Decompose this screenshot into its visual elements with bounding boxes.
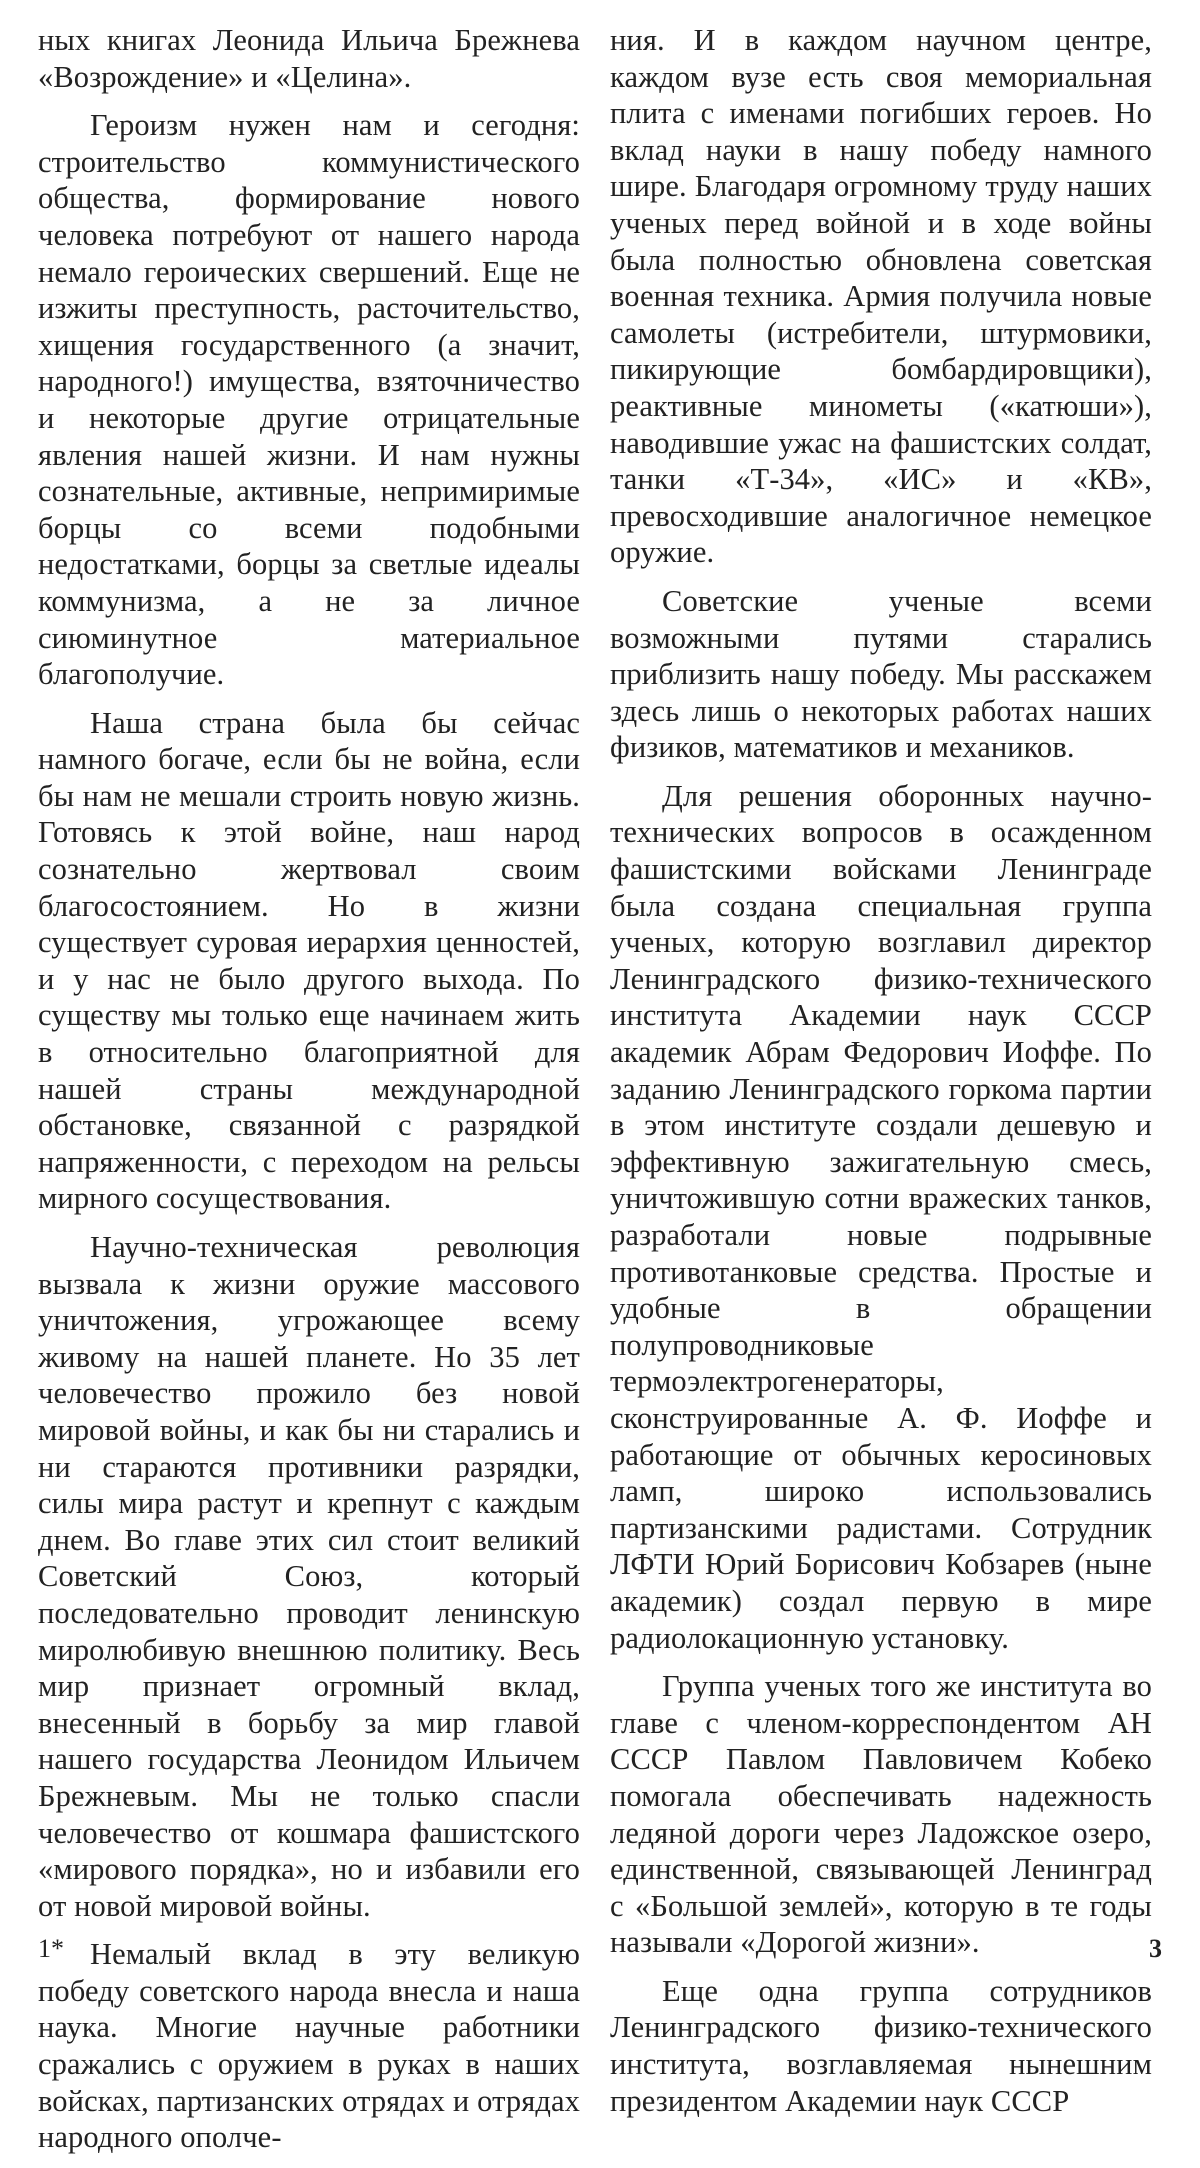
paragraph: Группа ученых того же института во главе с членом-корреспондентом АН СССР Павлом Павловичем Кобеко помогала обеспечивать надежность ледяной дороги через Ладожское озеро, единственной, связывающей Ленинград с «Большой землей», которую в те годы называли «Дорогой жизни». — [610, 1669, 1152, 1960]
paragraph-continued: ния. И в каждом научном центре, каждом вузе есть своя мемориальная плита с именами погибших героев. Но вклад науки в нашу победу намного шире. Благодаря огромному труду наших ученых перед войной и в ходе войны была полностью обновлена советская военная техника. Армия получила новые самолеты (истребители, штурмовики, пикирующие бомбардировщики), реактивные минометы («катюши»), наводившие ужас на фашистских солдат, танки «Т-34», «ИС» и «КВ», превосходившие аналогичное немецкое оружие. — [610, 23, 1152, 570]
right-text-column — [610, 22, 1152, 2131]
paragraph: Научно-техническая революция вызвала к жизни оружие массового уничтожения, угрожающее всему живому на нашей планете. Но 35 лет человечество прожило без новой мировой войны, и как бы ни старались и ни стараются противники разрядки, силы мира растут и крепнут с каждым днем. Во главе этих сил стоит великий Советский Союз, который последовательно проводит ленинскую миролюбивую внешнюю политику. Весь мир признает огромный вклад, внесенный в борьбу за мир главой нашего государства Леонидом Ильичем Брежневым. Мы не только спасли человечество от кошмара фашистского «мирового порядка», но и избавили его от новой мировой войны. — [38, 1230, 580, 1923]
left-text-column — [38, 22, 580, 2168]
paragraph: Еще одна группа сотрудников Ленинградского физико-технического института, возглавляемая нынешним президентом Академии наук СССР — [610, 1973, 1152, 2118]
signature-mark: 1* — [38, 1934, 64, 1963]
paragraph-continued: ных книгах Леонида Ильича Брежнева «Возрождение» и «Целина». — [38, 23, 580, 94]
paragraph: Немалый вклад в эту великую победу советского народа внесла и наша наука. Многие научные работники сражались с оружием в руках в наших войсках, партизанских отрядах и отрядах народного ополче- — [38, 1937, 580, 2155]
paragraph: Наша страна была бы сейчас намного богаче, если бы не война, если бы нам не мешали строить новую жизнь. Готовясь к этой войне, наш народ сознательно жертвовал своим благосостоянием. Но в жизни существует суровая иерархия ценностей, и у нас не было другого выхода. По существу мы только еще начинаем жить в относительно благоприятной для нашей страны международной обстановке, связанной с разрядкой напряженности, с переходом на рельсы мирного сосуществования. — [38, 705, 580, 1216]
paragraph: Героизм нужен нам и сегодня: строительство коммунистического общества, формирование нового человека потребуют от нашего народа немало героических свершений. Еще не изжиты преступность, расточительство, хищения государственного (а значит, народного!) имущества, взяточничество и некоторые другие отрицательные явления нашей жизни. И нам нужны сознательные, активные, непримиримые борцы со всеми подобными недостатками, борцы за светлые идеалы коммунизма, а не за личное сиюминутное материальное благополучие. — [38, 108, 580, 692]
page-number: 3 — [1149, 1934, 1162, 1963]
paragraph: Советские ученые всеми возможными путями старались приблизить нашу победу. Мы расскажем здесь лишь о некоторых работах наших физиков, математиков и механиков. — [610, 583, 1152, 765]
paragraph: Для решения оборонных научно-технических вопросов в осажденном фашистскими войсками Ленинграде была создана специальная группа ученых, которую возглавил директор Ленинградского физико-технического института Академии наук СССР академик Абрам Федорович Иоффе. По заданию Ленинградского горкома партии в этом институте создали дешевую и эффективную зажигательную смесь, уничтожившую сотни вражеских танков, разработали новые подрывные противотанковые средства. Простые и удобные в обращении полупроводниковые термоэлектрогенераторы, сконструированные А. Ф. Иоффе и работающие от обычных керосиновых ламп, широко использовались партизанскими радистами. Сотрудник ЛФТИ Юрий Борисович Кобзарев (ныне академик) создал первую в мире радиолокационную установку. — [610, 778, 1152, 1655]
